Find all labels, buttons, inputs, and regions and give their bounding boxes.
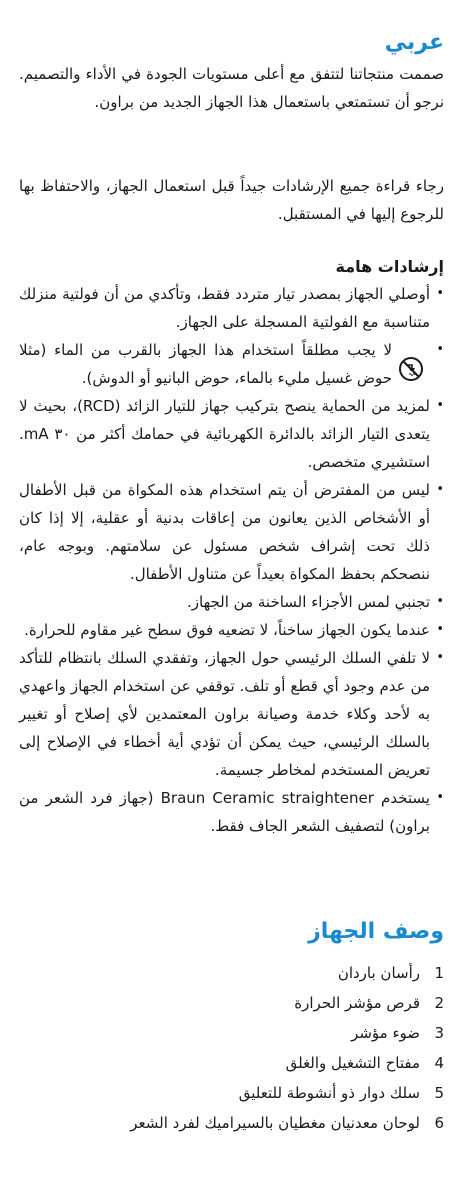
part-number: 4 — [434, 1054, 444, 1072]
part-number: 1 — [434, 964, 444, 982]
warning-text: ليس من المفترض أن يتم استخدام هذه المكواة من قبل الأطفال أو الأشخاص الذين يعانون من إعاقات بدنية أو عقلية، إلا إذا كان ذلك تحت إشراف شخص مسئول عن سلامتهم. وبوجه عام، ننصحكم بحفظ المكواة بعيداً عن متناول الأطفال. — [19, 481, 430, 583]
warning-text: يستخدم Braun Ceramic straightener (جهاز فرد الشعر من براون) لتصفيف الشعر الجاف فقط. — [19, 789, 430, 835]
no-shower-icon — [398, 356, 424, 382]
part-label: قرص مؤشر الحرارة — [294, 994, 420, 1012]
part-item — [130, 1078, 444, 1108]
warning-item — [19, 476, 444, 588]
part-number: 3 — [434, 1024, 444, 1042]
warning-text: لا يجب مطلقاً استخدام هذا الجهاز بالقرب من الماء (مثلا حوض غسيل مليء بالماء، حوض البانيو أو الدوش). — [19, 341, 392, 387]
intro-paragraph: صممت منتجاتنا لتتفق مع أعلى مستويات الجودة في الأداء والتصميم. نرجو أن تستمتعي باستعمال هذا الجهاز الجديد من براون. — [19, 65, 444, 111]
part-label: رأسان باردان — [337, 964, 420, 982]
part-item — [130, 1108, 444, 1138]
important-safeguards-title: إرشادات هامة — [335, 257, 444, 276]
parts-list — [130, 958, 444, 1138]
part-item — [130, 1018, 444, 1048]
part-label: لوحان معدنيان مغطيان بالسيراميك لفرد الشعر — [130, 1114, 420, 1132]
bullet: • — [436, 286, 444, 301]
warnings-list — [19, 280, 444, 840]
part-item — [130, 988, 444, 1018]
warning-item — [19, 588, 444, 616]
bullet: • — [436, 482, 444, 497]
bullet: • — [436, 790, 444, 805]
warning-text: أوصلي الجهاز بمصدر تيار متردد فقط، وتأكدي من أن فولتية منزلك متناسبة مع الفولتية المسجلة على الجهاز. — [19, 285, 430, 331]
bullet: • — [436, 342, 444, 357]
read-instructions-paragraph: رجاء قراءة جميع الإرشادات جيداً قبل استعمال الجهاز، والاحتفاظ بها للرجوع إليها في المستقبل. — [19, 177, 444, 223]
part-item — [130, 1048, 444, 1078]
description-title: وصف الجهاز — [308, 919, 444, 944]
bullet: • — [436, 622, 444, 637]
part-label: سلك دوار ذو أنشوطة للتعليق — [238, 1084, 420, 1102]
bullet: • — [436, 398, 444, 413]
warning-text: لمزيد من الحماية ينصح بتركيب جهاز للتيار الزائد (RCD)، بحيث لا يتعدى التيار الزائد بالدائرة الكهربائية في حمامك أكثر من ٣٠ mA. استشيري متخصص. — [19, 397, 430, 471]
warning-item — [19, 392, 444, 476]
part-number: 6 — [434, 1114, 444, 1132]
part-label: ضوء مؤشر — [351, 1024, 420, 1042]
part-label: مفتاح التشغيل والغلق — [285, 1054, 420, 1072]
part-number: 2 — [434, 994, 444, 1012]
warning-item — [19, 280, 444, 336]
language-title: عربي — [384, 30, 444, 55]
warning-text: عندما يكون الجهاز ساخناً، لا تضعيه فوق سطح غير مقاوم للحرارة. — [24, 621, 430, 639]
part-item — [130, 958, 444, 988]
bullet: • — [436, 594, 444, 609]
part-number: 5 — [434, 1084, 444, 1102]
warning-item — [19, 644, 444, 784]
warning-item — [19, 616, 444, 644]
warning-item — [19, 336, 444, 392]
warning-text: لا تلفي السلك الرئيسي حول الجهاز، وتفقدي السلك بانتظام للتأكد من عدم وجود أي قطع أو تلف. توقفي عن استخدام الجهاز واعهدي به لأحد وكلاء خدمة وصيانة براون المعتمدين لأي إصلاح أو تغيير بالسلك الرئيسي، حيث يمكن أن تؤدي أية أخطاء في الإصلاح إلى تعريض المستخدم لمخاطر جسيمة. — [19, 649, 430, 779]
warning-item — [19, 784, 444, 840]
warning-text: تجنبي لمس الأجزاء الساخنة من الجهاز. — [186, 593, 430, 611]
bullet: • — [436, 650, 444, 665]
